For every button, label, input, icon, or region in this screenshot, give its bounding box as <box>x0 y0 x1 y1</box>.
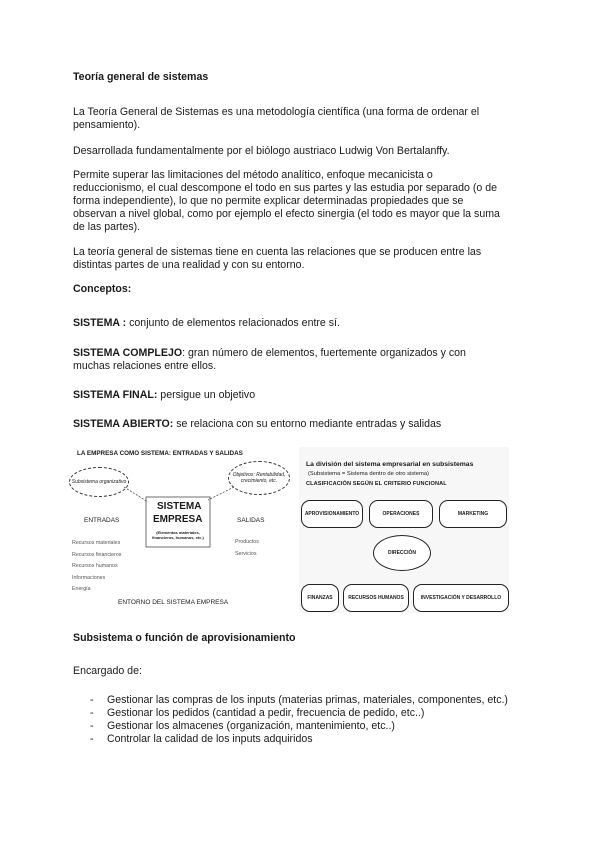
concept-definition: se relaciona con su entorno mediante entradas y salidas <box>173 418 442 430</box>
ellipse-direccion <box>373 535 431 571</box>
input-item: Recursos humanos <box>72 563 118 569</box>
paragraph-author: Desarrollada fundamentalmente por el biólogo austriaco Ludwig Von Bertalanffy. <box>73 145 450 157</box>
concept-term: SISTEMA : <box>73 317 127 329</box>
list-item: - Gestionar los pedidos (cantidad a pedir, frecuencia de pedido, etc..) <box>90 707 510 720</box>
page-title: Teoría general de sistemas <box>73 71 209 83</box>
paragraph-relations: La teoría general de sistemas tiene en cuenta las relaciones que se producen entre las distintas partes de una realidad y con su entorno. <box>73 246 482 271</box>
box-aprovisionamiento-label: APROVISIONAMIENTO <box>304 511 360 517</box>
concepts-heading: Conceptos: <box>73 283 132 295</box>
ellipse-direccion-label: DIRECCIÓN <box>387 550 417 556</box>
diagram-right-heading: CLASIFICACIÓN SEGÚN EL CRITERIO FUNCIONAL <box>306 481 447 487</box>
box-finanzas <box>301 584 339 612</box>
encargado-label: Encargado de: <box>73 665 142 677</box>
box-marketing-label: MARKETING <box>457 511 489 517</box>
input-item: Informaciones <box>72 574 106 581</box>
system-subtitle: (Elementos materiales, financieros, humanos, etc.) <box>152 530 204 540</box>
inputs-label: ENTRADAS <box>84 517 120 524</box>
box-investigacion-label: INVESTIGACIÓN Y DESARROLLO <box>420 595 502 601</box>
diagram-company-system <box>66 447 299 613</box>
environment-label: ENTORNO DEL SISTEMA EMPRESA <box>118 599 229 606</box>
concept-sistema-abierto <box>73 418 505 431</box>
list-item: - Gestionar los almacenes (organización, mantenimiento, etc..) <box>90 720 510 733</box>
box-finanzas-label: FINANZAS <box>307 595 333 601</box>
list-item: - Gestionar las compras de los inputs (materias primas, materiales, componentes, etc.) <box>90 694 510 707</box>
outputs-label: SALIDAS <box>237 517 265 524</box>
system-label-1: SISTEMA <box>157 501 202 512</box>
concept-definition: conjunto de elementos relacionados entre sí. <box>126 317 340 329</box>
bubble-subsystem-text: Subsistema organizativo <box>71 479 127 485</box>
paragraph-analytic-method: Permite superar las limitaciones del método analítico, enfoque mecanicista o reduccionismo, el cual descompone el todo en sus partes y las estudia por separado (o de forma independiente), lo que no permite explicar determinadas propiedades que se observan a nivel global, como por ejemplo el efecto sinergia (el todo es mayor que la suma de las partes). <box>73 169 500 233</box>
diagram-right-subtitle: (Subsistema = Sistema dentro de otro sistema) <box>308 471 429 477</box>
output-item: Servicios <box>235 550 257 557</box>
box-marketing <box>439 500 507 528</box>
box-operaciones <box>369 500 433 528</box>
concept-term: SISTEMA ABIERTO: <box>73 418 174 430</box>
diagram-subsystems <box>299 447 509 613</box>
input-item: Recursos financieros <box>72 551 122 558</box>
list-item: - Controlar la calidad de los inputs adquiridos <box>90 733 510 746</box>
concept-definition: : gran número de elementos, fuertemente organizados y con muchas relaciones entre ellos. <box>73 347 466 372</box>
input-item: Recursos materiales <box>72 540 121 546</box>
subsystem-heading: Subsistema o función de aprovisionamiento <box>73 632 296 644</box>
concept-sistema-final <box>73 389 505 402</box>
box-recursos-humanos-label: RECURSOS HUMANOS <box>348 595 404 601</box>
concept-term: SISTEMA COMPLEJO <box>73 347 183 359</box>
concept-definition: persigue un objetivo <box>157 389 256 401</box>
diagram-left-title: LA EMPRESA COMO SISTEMA: ENTRADAS Y SALIDAS <box>77 450 243 457</box>
bubble-objectives-text: Objetivos: Rentabilidad, crecimiento, etc. <box>232 472 286 484</box>
box-recursos-humanos <box>343 584 409 612</box>
concept-sistema <box>73 317 505 330</box>
input-item: Energía <box>72 586 91 592</box>
output-item: Productos <box>235 539 259 545</box>
diagram-right-title: La división del sistema empresarial en subsistemas <box>306 461 474 468</box>
box-investigacion <box>413 584 509 612</box>
box-operaciones-label: OPERACIONES <box>382 511 420 517</box>
task-list <box>90 694 510 746</box>
paragraph-definition: La Teoría General de Sistemas es una metodología científica (una forma de ordenar el pensamiento). <box>73 106 480 131</box>
concept-sistema-complejo <box>73 347 505 373</box>
outputs-list <box>235 537 259 560</box>
box-aprovisionamiento <box>301 500 363 528</box>
inputs-list <box>72 538 121 596</box>
system-label-2: EMPRESA <box>153 514 203 525</box>
concept-term: SISTEMA FINAL: <box>73 389 158 401</box>
